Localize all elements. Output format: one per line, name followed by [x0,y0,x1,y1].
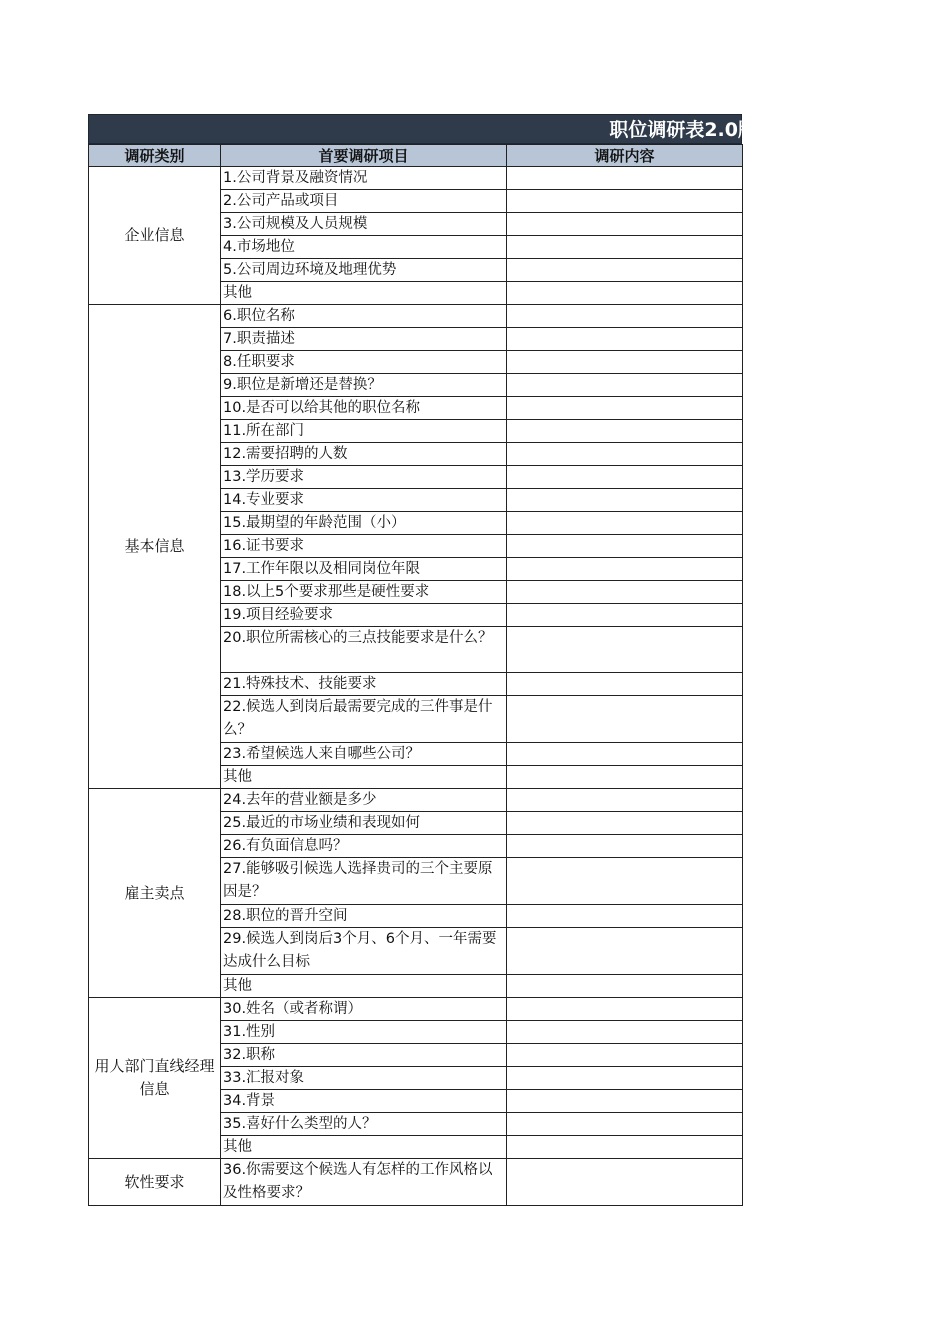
item-cell: 1.公司背景及融资情况 [221,167,507,190]
item-cell: 35.喜好什么类型的人？ [221,1113,507,1136]
item-cell: 5.公司周边环境及地理优势 [221,259,507,282]
item-cell: 28.职位的晋升空间 [221,905,507,928]
item-cell: 22.候选人到岗后最需要完成的三件事是什么？ [221,696,507,743]
item-cell: 32.职称 [221,1044,507,1067]
item-cell: 其他 [221,1136,507,1159]
item-cell: 7.职责描述 [221,328,507,351]
content-cell[interactable] [507,328,743,351]
content-cell[interactable] [507,812,743,835]
content-cell[interactable] [507,236,743,259]
header-content: 调研内容 [507,145,743,167]
table-row [89,998,743,1021]
item-cell: 20.职位所需核心的三点技能要求是什么？ [221,627,507,673]
content-cell[interactable] [507,673,743,696]
content-cell[interactable] [507,535,743,558]
item-cell: 9.职位是新增还是替换？ [221,374,507,397]
content-cell[interactable] [507,305,743,328]
content-cell[interactable] [507,190,743,213]
content-cell[interactable] [507,374,743,397]
survey-table [88,144,743,1206]
content-cell[interactable] [507,1136,743,1159]
header-item: 首要调研项目 [221,145,507,167]
table-row [89,305,743,328]
header-row [89,145,743,167]
content-cell[interactable] [507,789,743,812]
item-cell: 25.最近的市场业绩和表现如何 [221,812,507,835]
survey-body [89,167,743,1206]
content-cell[interactable] [507,905,743,928]
sheet-title: 职位调研表2.0版 [609,119,757,141]
content-cell[interactable] [507,1090,743,1113]
content-cell[interactable] [507,696,743,743]
content-cell[interactable] [507,489,743,512]
content-cell[interactable] [507,928,743,975]
content-cell[interactable] [507,1021,743,1044]
item-cell: 其他 [221,282,507,305]
table-row [89,167,743,190]
content-cell[interactable] [507,1044,743,1067]
content-cell[interactable] [507,835,743,858]
survey-sheet [88,114,757,1206]
item-cell: 3.公司规模及人员规模 [221,213,507,236]
content-cell[interactable] [507,558,743,581]
item-cell: 17.工作年限以及相同岗位年限 [221,558,507,581]
table-row [89,789,743,812]
content-cell[interactable] [507,998,743,1021]
content-cell[interactable] [507,397,743,420]
item-cell: 31.性别 [221,1021,507,1044]
content-cell[interactable] [507,512,743,535]
item-cell: 6.职位名称 [221,305,507,328]
item-cell: 其他 [221,766,507,789]
content-cell[interactable] [507,604,743,627]
table-row [89,1159,743,1206]
item-cell: 12.需要招聘的人数 [221,443,507,466]
category-cell: 用人部门直线经理信息 [89,998,221,1159]
item-cell: 21.特殊技术、技能要求 [221,673,507,696]
content-cell[interactable] [507,167,743,190]
content-cell[interactable] [507,282,743,305]
item-cell: 30.姓名（或者称谓） [221,998,507,1021]
content-cell[interactable] [507,1067,743,1090]
item-cell: 10.是否可以给其他的职位名称 [221,397,507,420]
category-cell: 基本信息 [89,305,221,789]
item-cell: 13.学历要求 [221,466,507,489]
item-cell: 16.证书要求 [221,535,507,558]
title-bar [88,114,757,144]
item-cell: 11.所在部门 [221,420,507,443]
item-cell: 29.候选人到岗后3个月、6个月、一年需要达成什么目标 [221,928,507,975]
item-cell: 26.有负面信息吗？ [221,835,507,858]
item-cell: 24.去年的营业额是多少 [221,789,507,812]
item-cell: 33.汇报对象 [221,1067,507,1090]
item-cell: 18.以上5个要求那些是硬性要求 [221,581,507,604]
content-cell[interactable] [507,975,743,998]
content-cell[interactable] [507,766,743,789]
content-cell[interactable] [507,213,743,236]
header-category: 调研类别 [89,145,221,167]
content-cell[interactable] [507,858,743,905]
content-cell[interactable] [507,420,743,443]
category-cell: 雇主卖点 [89,789,221,998]
item-cell: 36.你需要这个候选人有怎样的工作风格以及性格要求？ [221,1159,507,1206]
item-cell: 27.能够吸引候选人选择贵司的三个主要原因是？ [221,858,507,905]
item-cell: 34.背景 [221,1090,507,1113]
item-cell: 19.项目经验要求 [221,604,507,627]
content-cell[interactable] [507,1113,743,1136]
item-cell: 15.最期望的年龄范围（小） [221,512,507,535]
item-cell: 23.希望候选人来自哪些公司？ [221,743,507,766]
item-cell: 14.专业要求 [221,489,507,512]
content-cell[interactable] [507,1159,743,1206]
content-cell[interactable] [507,627,743,673]
content-cell[interactable] [507,466,743,489]
item-cell: 其他 [221,975,507,998]
content-cell[interactable] [507,581,743,604]
category-cell: 企业信息 [89,167,221,305]
content-cell[interactable] [507,743,743,766]
content-cell[interactable] [507,351,743,374]
category-cell: 软性要求 [89,1159,221,1206]
item-cell: 2.公司产品或项目 [221,190,507,213]
item-cell: 4.市场地位 [221,236,507,259]
content-cell[interactable] [507,443,743,466]
item-cell: 8.任职要求 [221,351,507,374]
content-cell[interactable] [507,259,743,282]
